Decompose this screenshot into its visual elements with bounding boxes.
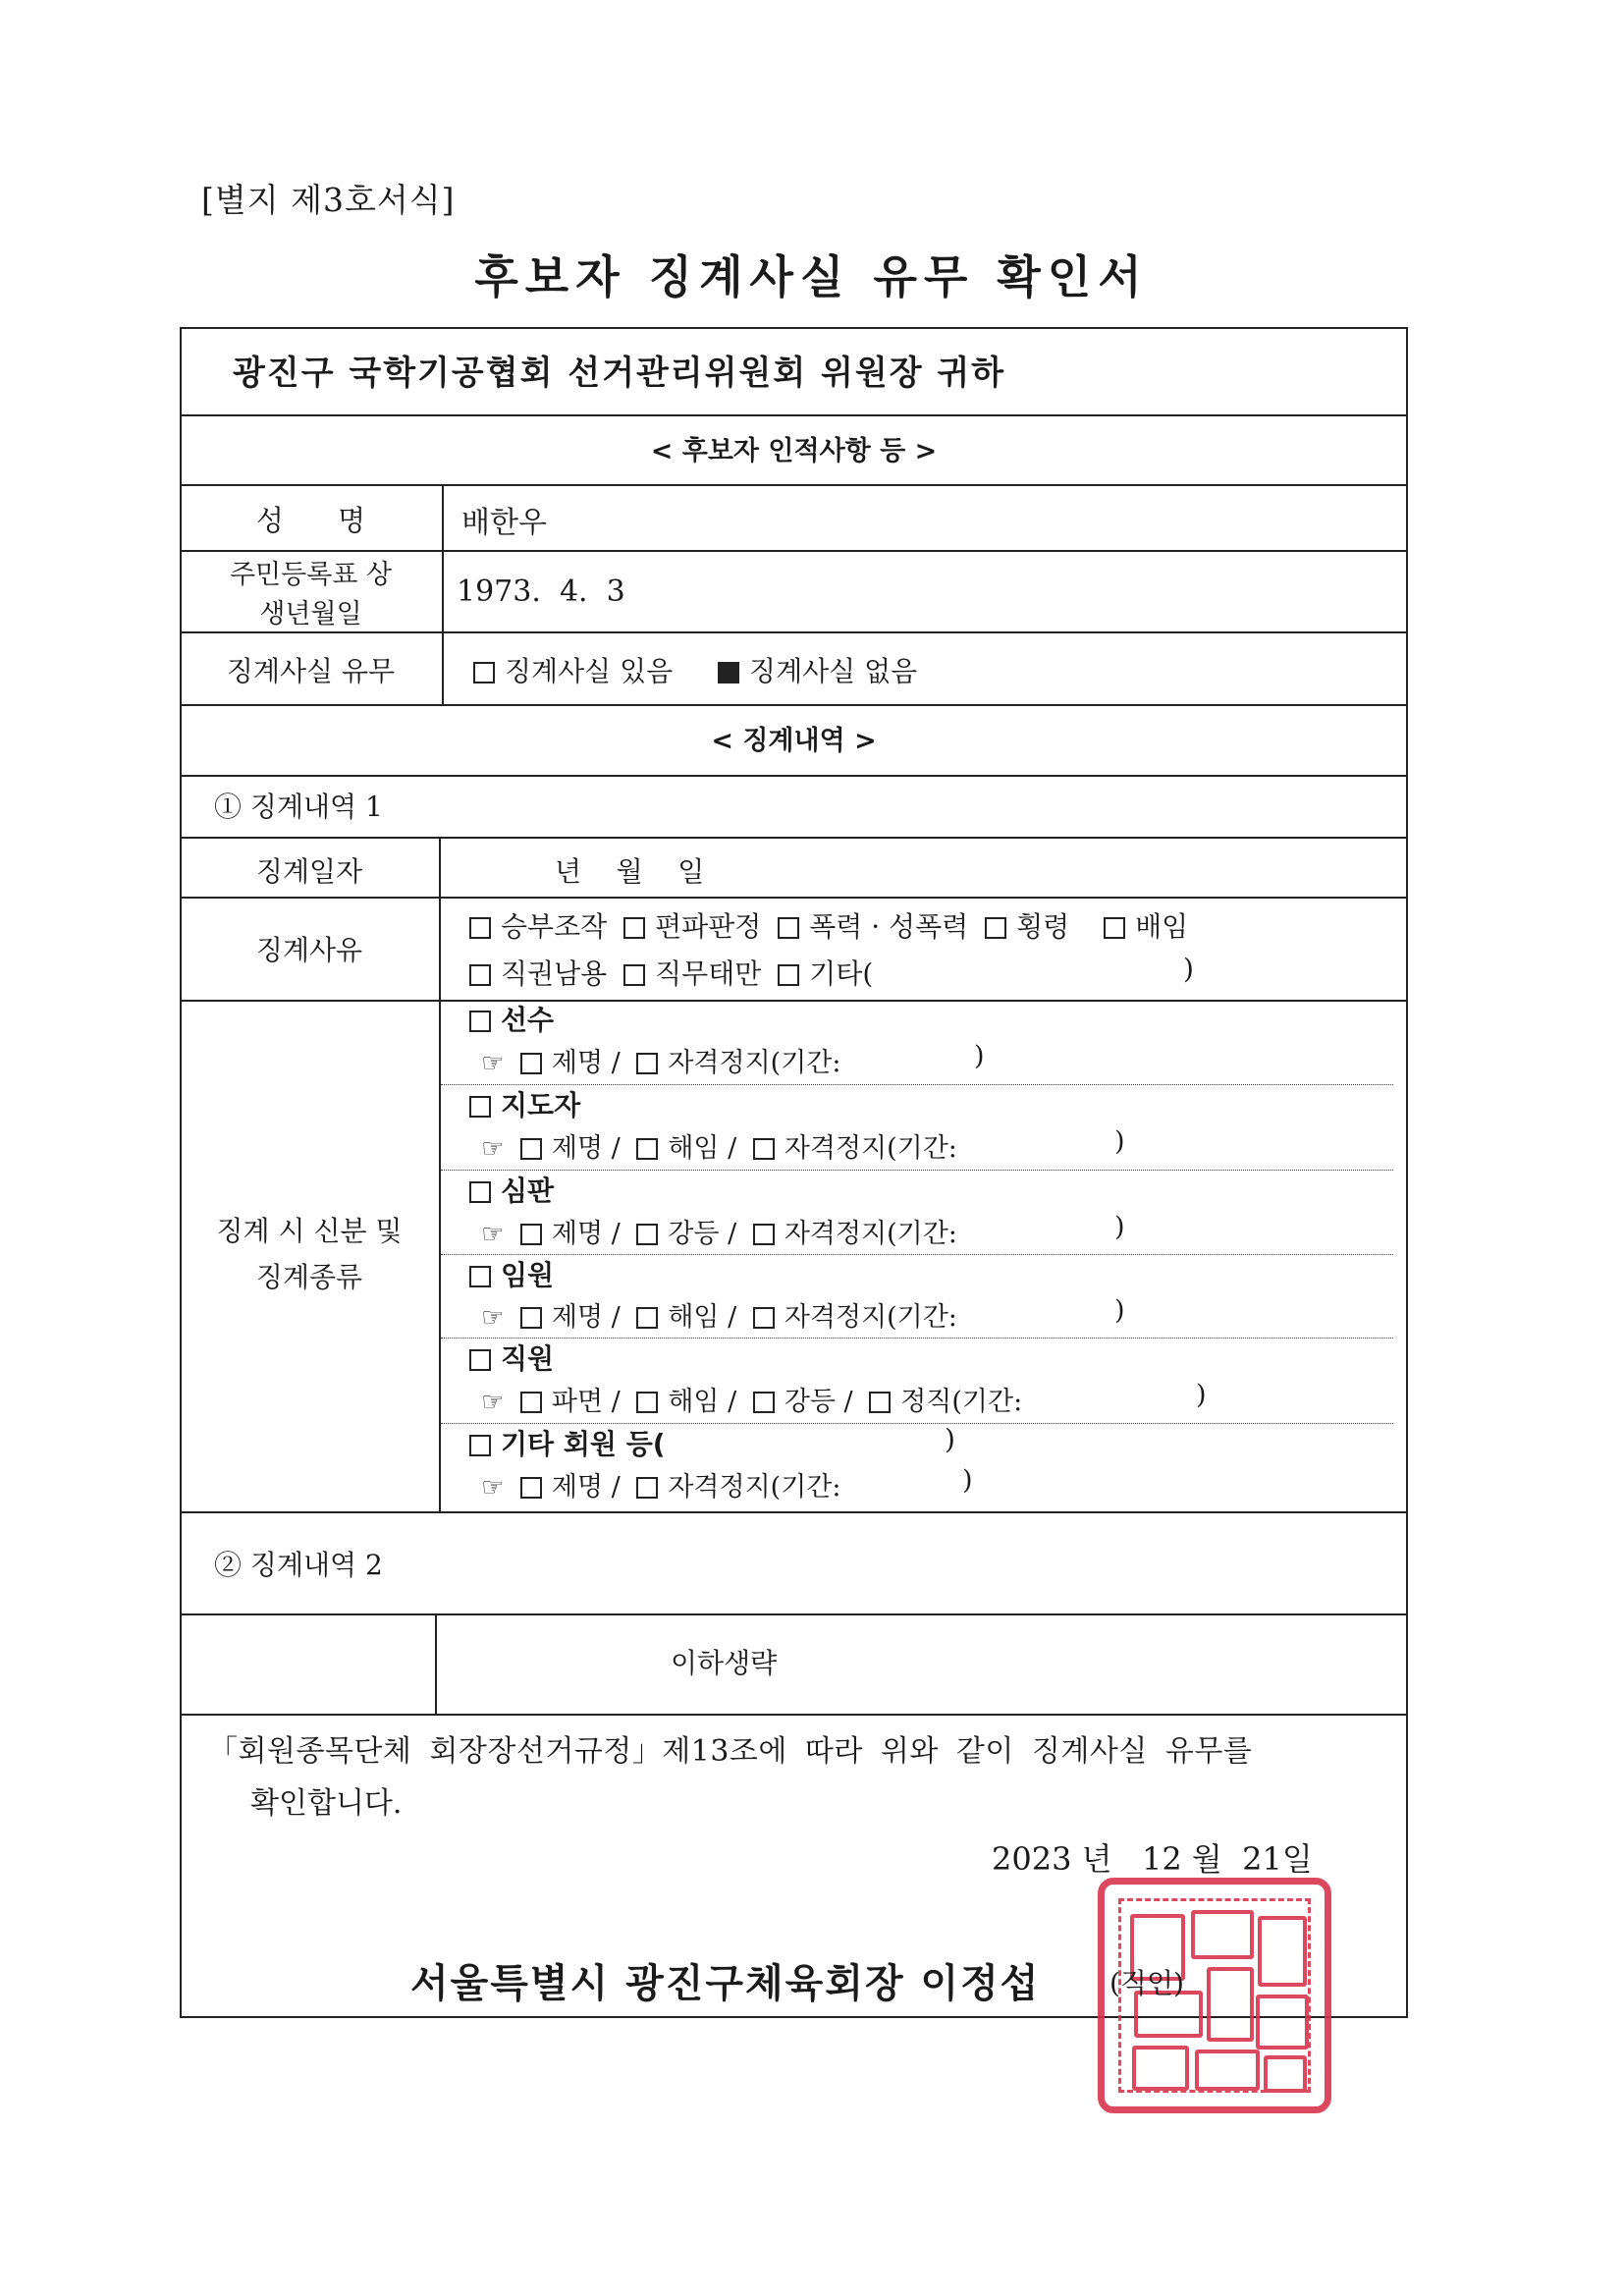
checkbox-penalty[interactable]	[869, 1392, 891, 1413]
seal-glyph	[1191, 1910, 1254, 1959]
role-name: 임원	[501, 1259, 555, 1291]
rule	[180, 704, 1408, 706]
birth-value: 1973. 4. 3	[457, 574, 625, 609]
seal-glyph	[1195, 2050, 1260, 2091]
reason-option: 폭력 · 성폭력	[809, 910, 969, 943]
record2-title: ② 징계내역 2	[214, 1549, 383, 1581]
name-value: 배한우	[461, 506, 547, 540]
checkbox-penalty[interactable]	[636, 1138, 658, 1160]
statement-line-2: 확인합니다.	[250, 1786, 403, 1821]
pointing-hand-icon: ☞	[481, 1220, 505, 1249]
option-discipline-no: 징계사실 없음	[749, 655, 918, 687]
checkbox-penalty[interactable]	[636, 1392, 658, 1413]
checkbox-penalty[interactable]	[636, 1224, 658, 1245]
penalty-option: 자격정지(기간:	[668, 1048, 841, 1078]
role-other-penalty-close: )	[962, 1465, 973, 1496]
role-staff-options	[481, 1380, 1022, 1418]
role-players	[469, 999, 554, 1038]
pointing-hand-icon: ☞	[481, 1303, 505, 1333]
reason-option: 승부조작	[501, 910, 608, 943]
penalty-option: 제명 /	[551, 1472, 621, 1503]
checkbox-role[interactable]	[469, 1349, 491, 1371]
checkbox-penalty[interactable]	[636, 1053, 658, 1074]
role-staff	[469, 1338, 554, 1377]
date-label: 징계일자	[255, 855, 363, 888]
checkbox-role[interactable]	[469, 1096, 491, 1118]
checkbox-penalty[interactable]	[753, 1224, 775, 1245]
checkbox-reason[interactable]	[623, 964, 645, 986]
role-executive	[469, 1254, 554, 1293]
reason-option: 편파판정	[655, 910, 762, 943]
record1-title: ① 징계내역 1	[214, 791, 383, 823]
omitted-note: 이하생략	[671, 1647, 778, 1679]
pointing-hand-icon: ☞	[481, 1473, 505, 1503]
birth-label: 주민등록표 상	[229, 560, 393, 590]
role-players-options	[481, 1041, 840, 1079]
addressee: 광진구 국학기공협회 선거관리위원회 위원장 귀하	[233, 354, 1006, 393]
role-coach-options	[481, 1126, 957, 1165]
reason-row-1	[469, 905, 1188, 945]
checkbox-reason[interactable]	[1104, 917, 1125, 939]
role-divider	[441, 1338, 1393, 1339]
checkbox-reason[interactable]	[623, 917, 645, 939]
reason-label: 징계사유	[255, 934, 363, 966]
reason-option: 배임	[1135, 910, 1189, 943]
checkbox-reason[interactable]	[778, 964, 799, 986]
role-name: 기타 회원 등(	[501, 1428, 666, 1460]
penalty-option: 정직(기간:	[900, 1387, 1023, 1417]
section-personal-heading: < 후보자 인적사항 등 >	[650, 436, 938, 466]
rule	[180, 1000, 1408, 1002]
type-label: 징계 시 신분 및	[216, 1215, 403, 1247]
checkbox-role[interactable]	[469, 1011, 491, 1032]
type-label: 징계종류	[255, 1261, 363, 1293]
checkbox-penalty[interactable]	[753, 1307, 775, 1329]
column-rule	[435, 1613, 437, 1714]
rule	[180, 631, 1408, 633]
checkbox-reason[interactable]	[469, 917, 491, 939]
role-divider	[441, 1170, 1393, 1171]
role-other-member-close: )	[945, 1423, 955, 1455]
role-name: 심판	[501, 1175, 555, 1207]
rule	[180, 897, 1408, 899]
penalty-option: 제명 /	[551, 1302, 621, 1333]
checkbox-reason[interactable]	[469, 964, 491, 986]
checkbox-penalty[interactable]	[520, 1224, 542, 1245]
checkbox-reason[interactable]	[985, 917, 1006, 939]
role-divider	[441, 1084, 1393, 1085]
checkbox-role[interactable]	[469, 1266, 491, 1287]
seal-glyph	[1132, 2046, 1189, 2091]
checkbox-reason[interactable]	[778, 917, 799, 939]
rule	[180, 414, 1408, 416]
reason-option: 직권남용	[501, 957, 608, 990]
penalty-option: 자격정지(기간:	[784, 1219, 957, 1249]
role-other-member-options	[481, 1465, 840, 1503]
checkbox-role[interactable]	[469, 1181, 491, 1203]
role-executive-close: )	[1114, 1295, 1125, 1326]
rule	[180, 775, 1408, 777]
role-executive-options	[481, 1295, 957, 1334]
birth-label: 생년월일	[259, 599, 362, 629]
rule	[180, 1714, 1408, 1716]
reason-option: 기타(	[809, 957, 874, 990]
checkbox-penalty[interactable]	[520, 1053, 542, 1074]
checkbox-penalty[interactable]	[520, 1138, 542, 1160]
penalty-option: 파면 /	[551, 1387, 621, 1417]
pointing-hand-icon: ☞	[481, 1049, 505, 1078]
signatory: 서울특별시 광진구체육회장 이정섭	[410, 1961, 1041, 2006]
checkbox-penalty[interactable]	[520, 1477, 542, 1499]
seal-glyph	[1256, 1995, 1309, 2050]
statement-line-1: 「회원종목단체 회장장선거규정」제13조에 따라 위와 같이 징계사실 유무를	[208, 1734, 1253, 1769]
section-discipline-heading: < 징계내역 >	[711, 726, 877, 756]
penalty-option: 해임 /	[668, 1302, 737, 1333]
rule	[180, 1613, 1408, 1615]
role-name: 선수	[501, 1004, 555, 1036]
discipline-exists-label: 징계사실 유무	[226, 655, 396, 687]
issue-date: 2023 년 12 월 21일	[992, 1840, 1313, 1878]
role-name: 지도자	[501, 1089, 581, 1121]
checkbox-discipline-no[interactable]	[718, 662, 739, 683]
option-discipline-yes: 징계사실 있음	[505, 655, 674, 687]
checkbox-penalty[interactable]	[636, 1307, 658, 1329]
checkbox-penalty[interactable]	[520, 1307, 542, 1329]
checkbox-penalty[interactable]	[636, 1477, 658, 1499]
pointing-hand-icon: ☞	[481, 1134, 505, 1164]
checkbox-penalty[interactable]	[753, 1138, 775, 1160]
checkbox-penalty[interactable]	[520, 1392, 542, 1413]
rule	[180, 837, 1408, 839]
checkbox-discipline-yes[interactable]	[473, 662, 495, 683]
form-number-label: [별지 제3호서식]	[201, 181, 456, 219]
checkbox-penalty[interactable]	[753, 1392, 775, 1413]
penalty-option: 제명 /	[551, 1133, 621, 1164]
seal-glyph	[1207, 1967, 1254, 2042]
date-value: 년 월 일	[555, 855, 705, 888]
penalty-option: 자격정지(기간:	[784, 1302, 957, 1333]
role-other-member	[469, 1423, 666, 1462]
rule	[180, 550, 1408, 552]
role-referee	[469, 1170, 554, 1209]
reason-other-close: )	[1183, 953, 1194, 985]
penalty-option: 자격정지(기간:	[668, 1472, 841, 1503]
penalty-option: 강등 /	[668, 1219, 737, 1249]
column-rule	[439, 837, 441, 1511]
reason-option: 직무태만	[655, 957, 762, 990]
role-coach-close: )	[1114, 1126, 1125, 1157]
penalty-option: 자격정지(기간:	[784, 1133, 957, 1164]
role-referee-options	[481, 1212, 957, 1250]
role-name: 직원	[501, 1342, 555, 1375]
role-staff-close: )	[1196, 1380, 1207, 1410]
seal-mark: (직인)	[1109, 1967, 1184, 1999]
penalty-option: 강등 /	[784, 1387, 853, 1417]
penalty-option: 해임 /	[668, 1133, 737, 1164]
reason-row-2	[469, 953, 873, 992]
seal-glyph	[1258, 1916, 1307, 1987]
column-rule	[442, 484, 444, 704]
discipline-exists-options	[473, 650, 917, 689]
rule	[180, 484, 1408, 486]
seal-glyph	[1264, 2055, 1307, 2093]
rule	[180, 1511, 1408, 1513]
role-referee-close: )	[1114, 1212, 1125, 1242]
penalty-option: 제명 /	[551, 1219, 621, 1249]
penalty-option: 제명 /	[551, 1048, 621, 1078]
penalty-option: 해임 /	[668, 1387, 737, 1417]
reason-option: 횡령	[1016, 910, 1070, 943]
role-divider	[441, 1254, 1393, 1255]
name-label: 성 명	[255, 504, 366, 537]
role-coach	[469, 1084, 580, 1123]
pointing-hand-icon: ☞	[481, 1388, 505, 1417]
checkbox-role[interactable]	[469, 1435, 491, 1456]
role-players-close: )	[974, 1041, 985, 1071]
document-title: 후보자 징계사실 유무 확인서	[474, 250, 1149, 303]
